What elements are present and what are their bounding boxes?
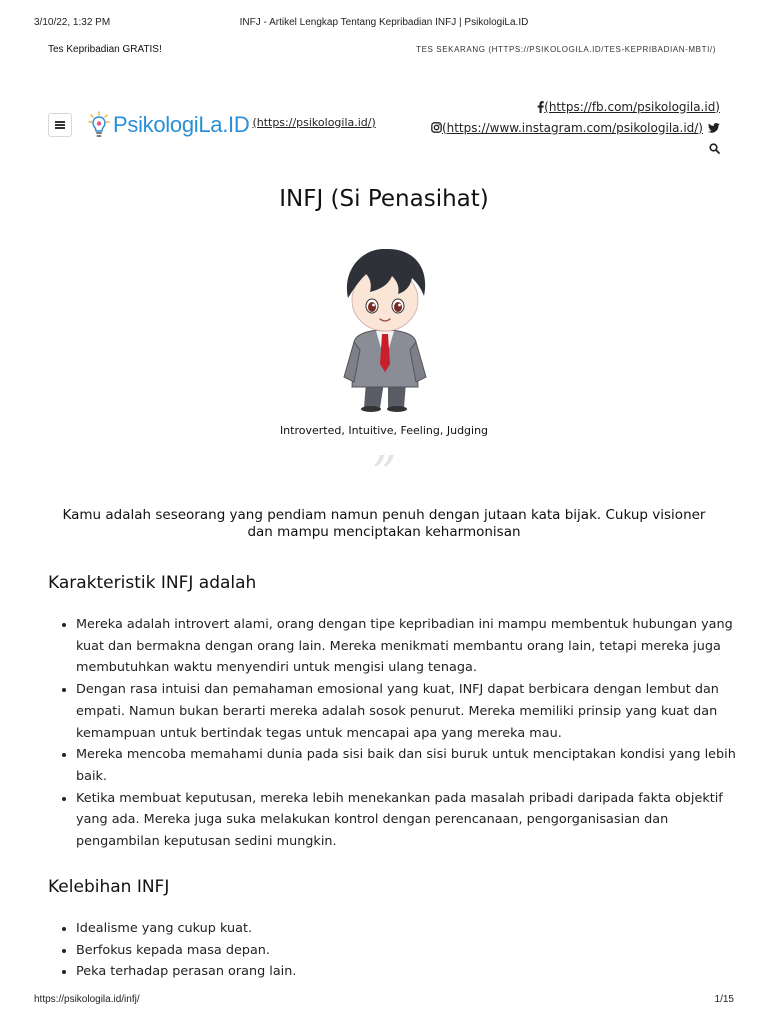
social-links — [431, 96, 720, 159]
search-icon[interactable] — [709, 143, 720, 154]
list-item: • Mereka mencoba memahami dunia pada sisi baik dan sisi buruk untuk menciptakan kondisi yang lebih baik. — [76, 744, 748, 787]
hamburger-menu-icon — [55, 121, 65, 129]
test-now-link[interactable]: TES SEKARANG (HTTPS://PSIKOLOGILA.ID/TES-KEPRIBADIAN-MBTI/) — [416, 45, 716, 54]
instagram-icon — [431, 122, 442, 133]
facebook-icon — [537, 101, 544, 113]
section-heading-strengths: Kelebihan INFJ — [48, 877, 170, 897]
logo-text: PsikologiLa.ID — [113, 112, 250, 137]
instagram-link[interactable]: (https://www.instagram.com/psikologila.id/) — [441, 120, 703, 135]
list-item: • Idealisme yang cukup kuat. — [76, 918, 748, 940]
characteristics-list — [48, 614, 748, 853]
personality-type-line: Introverted, Intuitive, Feeling, Judging — [279, 424, 489, 437]
top-promo-bar — [48, 44, 716, 60]
logo-link[interactable]: (https://psikologila.id/) — [252, 115, 376, 129]
print-header — [0, 17, 768, 31]
instagram-row[interactable] — [431, 117, 720, 138]
list-item: • Mereka adalah introvert alami, orang dengan tipe kepribadian ini mampu membentuk hubungan yang kuat dan bermakna dengan orang lain. Mereka menikmati membantu orang lain, tetapi mereka juga membutuhkan waktu menyendiri untuk mengisi ulang tenaga. — [76, 614, 748, 679]
facebook-link[interactable]: (https://fb.com/psikologila.id) — [544, 99, 720, 114]
quote-mark: ” — [371, 446, 397, 502]
promo-text: Tes Kepribadian GRATIS! — [48, 44, 162, 55]
infj-character-illustration — [326, 242, 444, 412]
section-heading-characteristics: Karakteristik INFJ adalah — [48, 573, 257, 593]
print-datetime: 3/10/22, 1:32 PM — [34, 17, 111, 28]
print-doc-title: INFJ - Artikel Lengkap Tentang Kepribadian INFJ | PsikologiLa.ID — [239, 17, 529, 28]
strengths-list — [48, 918, 748, 983]
intro-quote: Kamu adalah seseorang yang pendiam namun penuh dengan jutaan kata bijak. Cukup visioner dan mampu menciptakan keharmonisan — [62, 507, 706, 540]
search-row — [431, 138, 720, 159]
page-title: INFJ (Si Penasihat) — [279, 186, 489, 212]
page-number: 1/15 — [714, 994, 734, 1005]
list-item: • Ketika membuat keputusan, mereka lebih menekankan pada masalah pribadi daripada fakta objektif yang ada. Mereka juga suka melakukan kontrol dengan perencanaan, pengorganisasian dan pengambilan keputusan sedini mungkin. — [76, 788, 748, 853]
list-item: • Dengan rasa intuisi dan pemahaman emosional yang kuat, INFJ dapat berbicara dengan lembut dan empati. Namun bukan berarti mereka adalah sosok penurut. Mereka memiliki prinsip yang kuat dan kemampuan untuk bertindak tegas untuk mencapai apa yang mereka mau. — [76, 679, 748, 744]
site-logo[interactable] — [88, 110, 376, 140]
menu-button[interactable] — [48, 113, 72, 137]
lightbulb-icon — [88, 111, 110, 139]
print-url: https://psikologila.id/infj/ — [34, 994, 140, 1005]
print-footer — [0, 994, 768, 1008]
twitter-icon[interactable] — [708, 123, 720, 133]
list-item: • Peka terhadap perasan orang lain. — [76, 961, 748, 983]
list-item: • Berfokus kepada masa depan. — [76, 940, 748, 962]
facebook-row[interactable] — [431, 96, 720, 117]
